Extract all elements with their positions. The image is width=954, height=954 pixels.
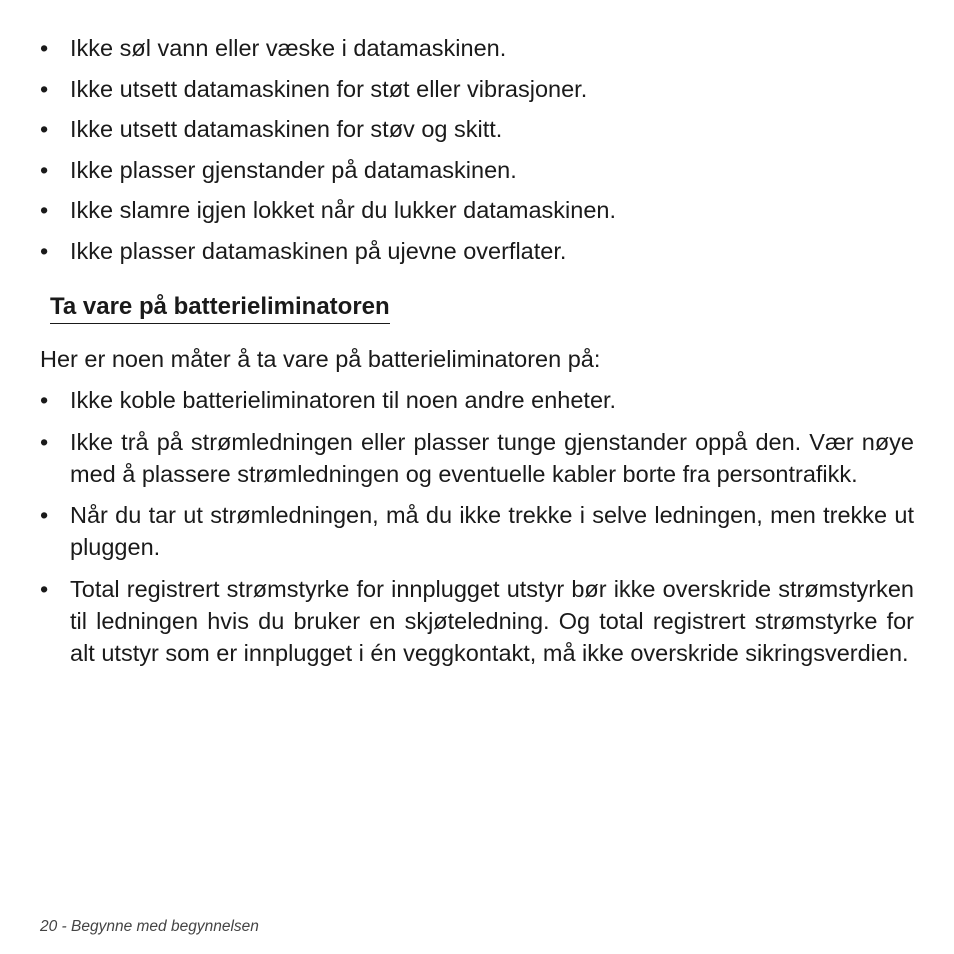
bullet-icon: • xyxy=(40,116,49,142)
list-item-text: Når du tar ut strømledningen, må du ikke trekke i selve ledningen, men trekke ut pluggen. xyxy=(70,502,914,560)
section-intro: Her er noen måter å ta vare på batterieliminatoren på: xyxy=(40,346,601,372)
list-item-text: Ikke plasser gjenstander på datamaskinen. xyxy=(70,156,517,183)
list-item-text: Ikke koble batterieliminatoren til noen andre enheter. xyxy=(70,387,617,413)
bullet-icon: • xyxy=(40,502,49,528)
bullet-icon: • xyxy=(40,428,49,455)
list-item xyxy=(40,113,914,145)
list-item xyxy=(40,73,914,105)
care-tips-list xyxy=(40,32,914,275)
list-item xyxy=(40,426,914,490)
bullet-icon: • xyxy=(40,237,49,264)
bullet-icon: • xyxy=(40,156,49,183)
bullet-icon: • xyxy=(40,387,49,413)
list-item xyxy=(40,32,914,64)
list-item-text: Ikke slamre igjen lokket når du lukker datamaskinen. xyxy=(70,197,616,223)
list-item-text: Ikke utsett datamaskinen for støv og skitt. xyxy=(70,116,503,142)
list-item xyxy=(40,154,914,186)
page-footer: 20 - Begynne med begynnelsen xyxy=(40,918,259,935)
bullet-icon: • xyxy=(40,75,49,102)
list-item-text: Ikke plasser datamaskinen på ujevne overflater. xyxy=(70,237,567,264)
list-item-text: Total registrert strømstyrke for innplugget utstyr bør ikke overskride strømstyrken til ledningen hvis du bruker en skjøteledning. Og total registrert strømstyrke for alt utstyr som er innplugget i én veggkontakt, må ikke overskride sikringsverdien. xyxy=(70,575,914,666)
adapter-care-list xyxy=(40,384,914,678)
list-item-text: Ikke utsett datamaskinen for støt eller vibrasjoner. xyxy=(70,75,588,102)
list-item xyxy=(40,384,914,416)
list-item xyxy=(40,235,914,267)
bullet-icon: • xyxy=(40,575,49,602)
list-item-text: Ikke søl vann eller væske i datamaskinen. xyxy=(70,35,507,61)
list-item xyxy=(40,573,914,669)
bullet-icon: • xyxy=(40,197,49,223)
bullet-icon: • xyxy=(40,35,49,61)
list-item-text: Ikke trå på strømledningen eller plasser tunge gjenstander oppå den. Vær nøye med å plassere strømledningen og eventuelle kabler borte fra persontrafikk. xyxy=(70,428,914,487)
list-item xyxy=(40,194,914,226)
list-item xyxy=(40,499,914,563)
section-heading: Ta vare på batterieliminatoren xyxy=(50,291,390,324)
